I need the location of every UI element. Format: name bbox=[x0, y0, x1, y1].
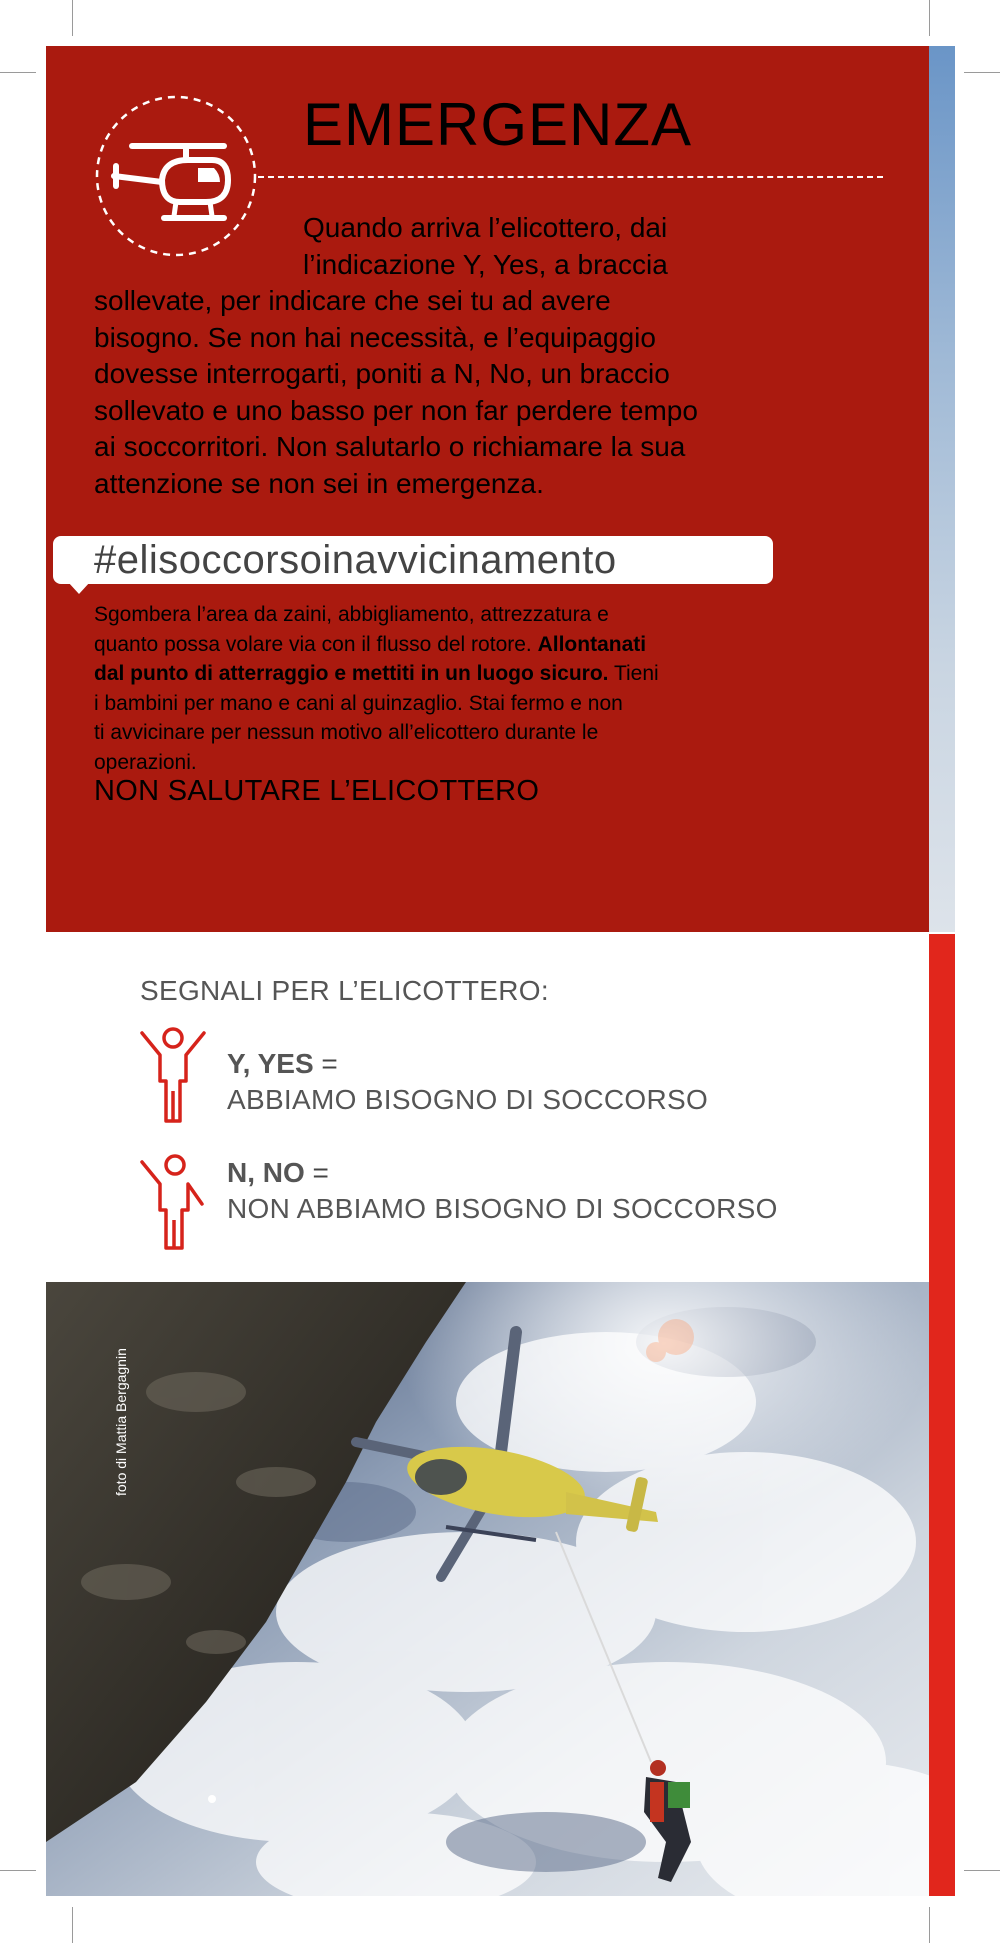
warning-text: Tieni bbox=[608, 662, 659, 685]
crop-mark bbox=[72, 1907, 73, 1943]
warning-text: quanto possa volare via con il flusso del rotore. bbox=[94, 632, 538, 656]
signal-no-code: N, NO bbox=[227, 1157, 305, 1188]
warning-line: ti avvicinare per nessun motivo all’elicottero durante le bbox=[94, 721, 599, 744]
intro-line: sollevate, per indicare che sei tu ad avere bbox=[94, 285, 611, 316]
intro-line: l’indicazione Y, Yes, a braccia bbox=[303, 248, 668, 280]
rescue-photo bbox=[46, 1282, 929, 1896]
emergency-title: EMERGENZA bbox=[303, 91, 693, 158]
signals-heading: SEGNALI PER L’ELICOTTERO: bbox=[140, 975, 549, 1006]
title-divider bbox=[258, 176, 883, 178]
person-arms-up-icon bbox=[138, 1025, 208, 1125]
intro-line: attenzione se non sei in emergenza. bbox=[94, 467, 544, 499]
warning-bold: Allontanati bbox=[537, 632, 647, 656]
signal-no-meaning: NON ABBIAMO BISOGNO DI SOCCORSO bbox=[227, 1193, 778, 1224]
signal-yes-code: Y, YES bbox=[227, 1048, 314, 1079]
hashtag-bubble-tail bbox=[68, 582, 90, 594]
warning-line: operazioni. bbox=[94, 750, 197, 774]
crop-mark bbox=[0, 72, 36, 73]
crop-mark bbox=[929, 0, 930, 36]
crop-mark bbox=[964, 1870, 1000, 1871]
signal-equals: = bbox=[304, 1157, 329, 1188]
hashtag: #elisoccorsoinavvicinamento bbox=[94, 538, 617, 582]
signal-yes-meaning: ABBIAMO BISOGNO DI SOCCORSO bbox=[227, 1084, 709, 1115]
warning-bold: dal punto di atterraggio e mettiti in un luogo sicuro. bbox=[94, 662, 609, 685]
intro-line: dovesse interrogarti, poniti a N, No, un braccio bbox=[94, 358, 670, 389]
approach-warning bbox=[94, 600, 854, 777]
side-strip-red bbox=[929, 934, 955, 1896]
photo-credit: foto di Mattia Bergagnin bbox=[113, 1348, 129, 1496]
warning-line bbox=[94, 659, 854, 689]
warning-line: Sgombera l’area da zaini, abbigliamento, attrezzatura e bbox=[94, 603, 609, 626]
warning-line: i bambini per mano e cani al guinzaglio. Stai fermo e non bbox=[94, 691, 623, 715]
signal-equals: = bbox=[313, 1048, 338, 1079]
crop-mark bbox=[72, 0, 73, 36]
no-wave-notice: NON SALUTARE L’ELICOTTERO bbox=[94, 775, 540, 807]
crop-mark bbox=[964, 72, 1000, 73]
signal-no-label bbox=[227, 1157, 329, 1189]
side-strip-sky bbox=[929, 46, 955, 932]
intro-line: sollevato e uno basso per non far perdere tempo bbox=[94, 394, 698, 426]
intro-line: Quando arriva l’elicottero, dai bbox=[303, 212, 668, 243]
signal-yes-label bbox=[227, 1048, 338, 1080]
warning-line bbox=[94, 630, 854, 660]
crop-mark bbox=[929, 1907, 930, 1943]
emergency-intro bbox=[94, 210, 854, 502]
intro-line: bisogno. Se non hai necessità, e l’equipaggio bbox=[94, 321, 656, 353]
intro-line: ai soccorritori. Non salutarlo o richiamare la sua bbox=[94, 431, 686, 462]
crop-mark bbox=[0, 1870, 36, 1871]
person-one-arm-up-icon bbox=[138, 1152, 208, 1252]
